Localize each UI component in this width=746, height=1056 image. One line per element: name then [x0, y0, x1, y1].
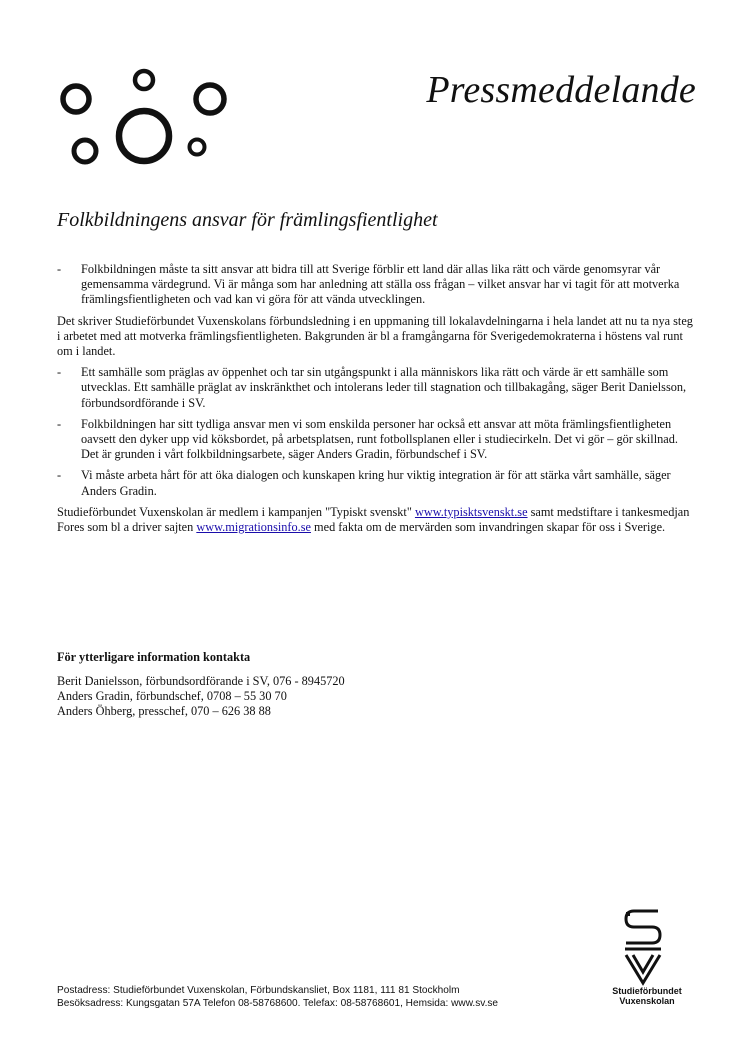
contact-list [57, 674, 345, 718]
sv-logo-line: Studieförbundet [612, 986, 682, 996]
footer-address [57, 984, 498, 1010]
intro-bullet [57, 262, 697, 308]
bullet-dash: - [57, 262, 62, 276]
footer-postal-address: Postadress: Studieförbundet Vuxenskolan, Förbundskansliet, Box 1181, 111 81 Stockholm [57, 985, 460, 996]
circles-logo-icon [56, 66, 236, 170]
intro-bullet-text: Folkbildningen måste ta sitt ansvar att bidra till att Sverige förblir ett land där allas lika rätt och värde genomsyrar vår gemensamma värdegrund. Vi är många som har anledning att ställa oss frågan – vilket ansvar har vi tagit för att motverka främlingsfientligheten och vad kan vi göra för att vända utvecklingen. [81, 262, 680, 307]
quote-bullet [57, 417, 697, 463]
footer-visiting-address: Besöksadress: Kungsgatan 57A Telefon 08-58768600. Telefax: 08-58768601, Hemsida: www.sv.se [57, 998, 499, 1009]
quote-text: Vi måste arbeta hårt för att öka dialogen och kunskapen kring hur viktig integration är för att stärka vårt samhälle, säger Anders Gradin. [81, 468, 671, 498]
contact-person: Anders Gradin, förbundschef, 0708 – 55 30 70 [57, 688, 287, 703]
quote-bullet [57, 468, 697, 498]
sv-logo-text [592, 986, 702, 1006]
closing-text: Studieförbundet Vuxenskolan är medlem i kampanjen "Typiskt svenskt" [57, 504, 415, 519]
bullet-dash: - [57, 468, 62, 483]
page-header-title: Pressmeddelande [426, 69, 696, 111]
bullet-dash: - [57, 416, 62, 431]
body-paragraph: Det skriver Studieförbundet Vuxenskolans förbundsledning i en uppmaning till lokalavdelningarna i hela landet att nu ta nya steg i arbetet med att motverka främlingsfientligheten. Bakgrunden är bl a framgångarna för Sverigedemokraterna i höstens val runt om i landet. [57, 313, 693, 359]
contact-person: Berit Danielsson, förbundsordförande i SV, 076 - 8945720 [57, 674, 345, 688]
sv-logo-line: Vuxenskolan [619, 996, 675, 1006]
document-title: Folkbildningens ansvar för främlingsfientlighet [57, 209, 438, 231]
quote-text: Folkbildningen har sitt tydliga ansvar men vi som enskilda personer har också ett ansvar att möta främlingsfientligheten oavsett den dyker upp vid köksbordet, på arbetsplatsen, runt fotbollsplanen eller i studiecirkeln. Det vi gör – gör skillnad. Det är grunden i vårt folkbildningsarbete, säger Anders Gradin, förbundschef i SV. [81, 416, 678, 462]
quote-text: Ett samhälle som präglas av öppenhet och tar sin utgångspunkt i alla människors lika rätt och värde är ett samhälle som utvecklas. Ett samhälle präglat av inskränkthet och intolerans leder till stagnation och tillbakagång, säger Berit Danielsson, förbundsordförande i SV. [81, 365, 687, 410]
bullet-dash: - [57, 365, 62, 380]
closing-paragraph [57, 505, 697, 535]
closing-text: samt medstiftare i tankesmedjan Fores som bl a driver sajten [57, 504, 690, 535]
quote-bullet [57, 365, 697, 411]
typisktsvenskt-link[interactable]: www.typisktsvenskt.se [414, 504, 528, 519]
closing-text: med fakta om de mervärden som invandringen skapar för oss i Sverige. [310, 520, 666, 535]
contact-person: Anders Öhberg, presschef, 070 – 626 38 88 [57, 703, 271, 718]
contact-heading: För ytterligare information kontakta [57, 650, 251, 664]
migrationsinfo-link[interactable]: www.migrationsinfo.se [196, 520, 311, 535]
document-body [57, 262, 697, 541]
